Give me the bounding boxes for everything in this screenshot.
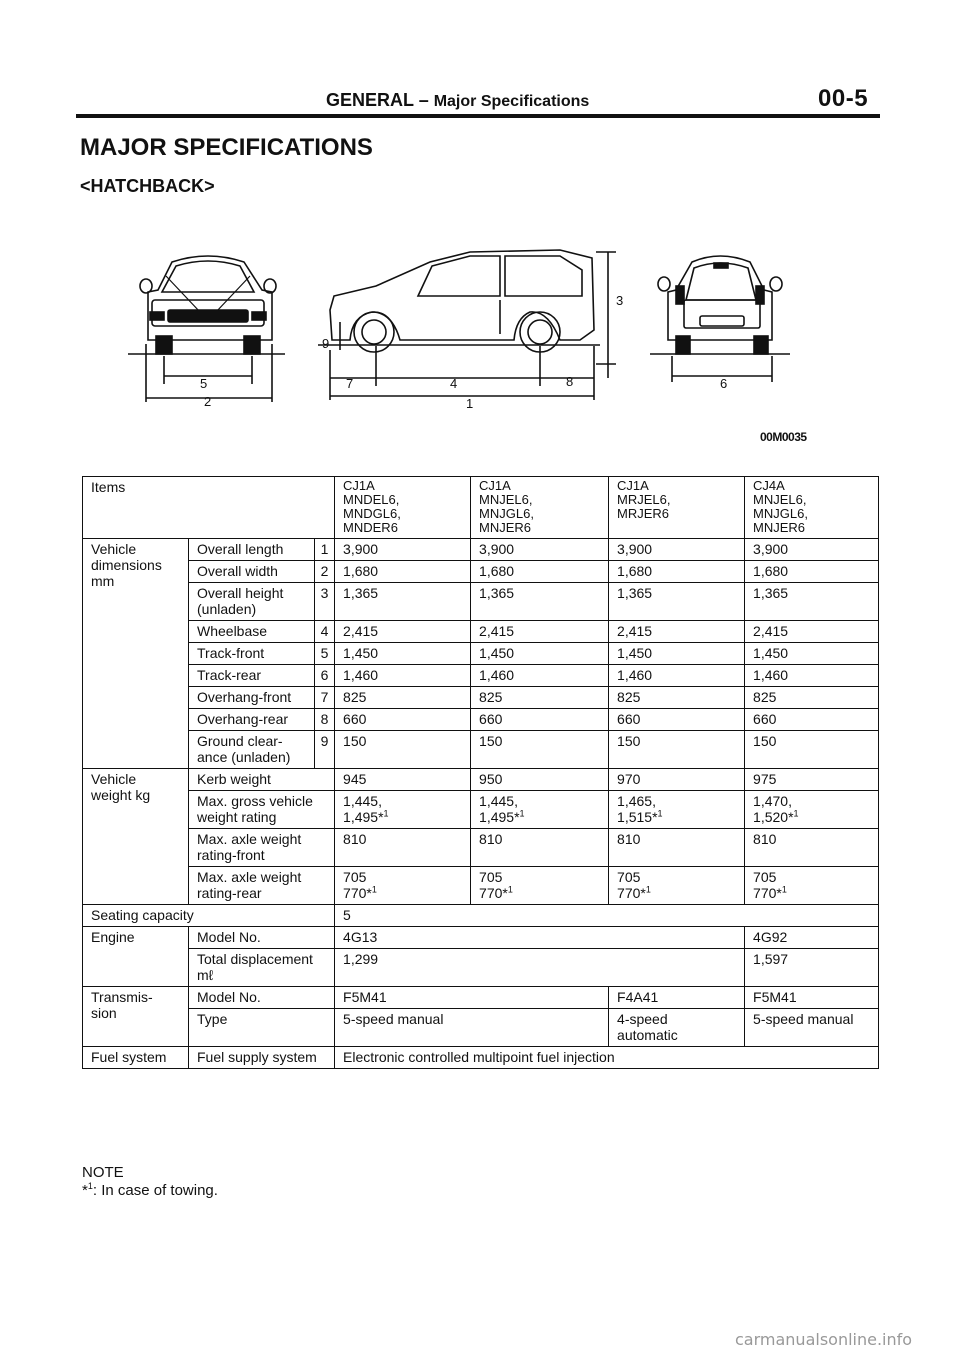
spec-value: 4G13 [335,927,745,949]
weight-row [83,829,879,867]
note-heading: NOTE [82,1164,124,1181]
spec-label: Overhang-rear [189,709,315,731]
spec-value: 1,445, 1,495*$^1$ [335,791,471,829]
spec-value: 975 [745,769,879,791]
note-marker: *$^1$ [82,1181,93,1199]
spec-value: 705 770*$^1$ [609,867,745,905]
callout-number: 1 [315,539,335,561]
spec-value: Electronic controlled multipoint fuel injection [335,1047,879,1069]
spec-value: 660 [335,709,471,731]
subsection-title: Major Specifications [433,93,590,110]
spec-label: Type [189,1009,335,1047]
spec-label: Overall height (unladen) [189,583,315,621]
spec-label: Ground clear- ance (unladen) [189,731,315,769]
callout-number: 8 [315,709,335,731]
section-title: GENERAL [326,90,414,110]
spec-value: 1,460 [335,665,471,687]
fuel-row [83,1047,879,1069]
spec-value: 1,465, 1,515*$^1$ [609,791,745,829]
group-transmission: Transmis- sion [83,987,189,1047]
callout-number: 7 [315,687,335,709]
vehicle-dimension-figure [0,0,960,440]
spec-value: F5M41 [745,987,879,1009]
spec-value: F4A41 [609,987,745,1009]
spec-label: Max. axle weight rating-front [189,829,335,867]
spec-value: 1,460 [745,665,879,687]
model-header: CJ1A MNDEL6, MNDGL6, MNDER6 [335,477,471,539]
spec-value: 1,450 [471,643,609,665]
spec-value: 1,680 [471,561,609,583]
spec-value: 660 [471,709,609,731]
spec-value: 950 [471,769,609,791]
model-header: CJ1A MRJEL6, MRJER6 [609,477,745,539]
spec-value: 1,450 [745,643,879,665]
spec-value: 2,415 [471,621,609,643]
spec-value: 3,900 [609,539,745,561]
spec-value: 4-speed automatic [609,1009,745,1047]
callout-number: 3 [315,583,335,621]
dimension-row [83,643,879,665]
spec-label: Max. gross vehicle weight rating [189,791,335,829]
group-weight: Vehicle weight kg [83,769,189,905]
spec-label: Overall length [189,539,315,561]
spec-value: 1,365 [335,583,471,621]
spec-value: 1,680 [745,561,879,583]
spec-value: 1,365 [609,583,745,621]
spec-value: 1,450 [335,643,471,665]
header-dash: – [413,90,434,110]
group-fuel: Fuel system [83,1047,189,1069]
spec-value: 150 [745,731,879,769]
seating-value: 5 [335,905,879,927]
callout-9: 9 [322,336,330,351]
spec-label: Track-front [189,643,315,665]
engine-row [83,949,879,987]
transmission-row [83,1009,879,1047]
spec-label: Overall width [189,561,315,583]
engine-row [83,927,879,949]
spec-value: 3,900 [745,539,879,561]
weight-row [83,867,879,905]
spec-label: Wheelbase [189,621,315,643]
spec-label: Max. axle weight rating-rear [189,867,335,905]
spec-value: 3,900 [335,539,471,561]
spec-value: 660 [745,709,879,731]
spec-value: 705 770*$^1$ [745,867,879,905]
dimension-row [83,583,879,621]
weight-row [83,791,879,829]
spec-label: Kerb weight [189,769,335,791]
dimension-row [83,731,879,769]
spec-label: Track-rear [189,665,315,687]
callout-4: 4 [450,376,458,391]
note-text [82,1182,218,1199]
spec-value: 970 [609,769,745,791]
spec-value: 2,415 [609,621,745,643]
spec-label: Model No. [189,987,335,1009]
callout-number: 6 [315,665,335,687]
dimension-row [83,539,879,561]
items-header: Items [83,477,335,539]
spec-value: 1,460 [609,665,745,687]
group-dimensions: Vehicle dimensions mm [83,539,189,769]
callout-7: 7 [346,376,354,391]
spec-value: 705 770*$^1$ [471,867,609,905]
note-body: : In case of towing. [92,1182,218,1199]
callout-number: 5 [315,643,335,665]
spec-value: 810 [745,829,879,867]
model-header: CJ4A MNJEL6, MNJGL6, MNJER6 [745,477,879,539]
spec-value: 825 [745,687,879,709]
dimension-row [83,621,879,643]
spec-value: 5-speed manual [335,1009,609,1047]
spec-label: Model No. [189,927,335,949]
spec-value: 2,415 [335,621,471,643]
group-engine: Engine [83,927,189,987]
spec-label: Fuel supply system [189,1047,335,1069]
specifications-table [82,476,879,1069]
page-number: 00-5 [818,85,869,112]
seating-row [83,905,879,927]
spec-value: 150 [609,731,745,769]
callout-5: 5 [200,376,208,391]
spec-value: 810 [471,829,609,867]
spec-value: 150 [335,731,471,769]
dimension-row [83,665,879,687]
spec-value: 1,597 [745,949,879,987]
dimension-row [83,687,879,709]
callout-1: 1 [466,396,474,411]
spec-value: 705 770*$^1$ [335,867,471,905]
spec-value: 1,365 [745,583,879,621]
spec-value: 825 [471,687,609,709]
spec-value: 150 [471,731,609,769]
weight-row [83,769,879,791]
transmission-row [83,987,879,1009]
spec-label: Overhang-front [189,687,315,709]
spec-value: 1,460 [471,665,609,687]
spec-value: 1,450 [609,643,745,665]
callout-6: 6 [720,376,728,391]
callout-number: 2 [315,561,335,583]
callout-number: 9 [315,731,335,769]
spec-value: 810 [335,829,471,867]
spec-value: 1,470, 1,520*$^1$ [745,791,879,829]
callout-number: 4 [315,621,335,643]
spec-value: 1,299 [335,949,745,987]
spec-value: 660 [609,709,745,731]
callout-3: 3 [616,293,624,308]
spec-value: 1,365 [471,583,609,621]
callout-8: 8 [566,374,574,389]
spec-value: 945 [335,769,471,791]
table-header-row [83,477,879,539]
spec-value: 5-speed manual [745,1009,879,1047]
seating-label: Seating capacity [83,905,335,927]
figure-code: 00M0035 [760,430,807,444]
spec-value: 1,445, 1,495*$^1$ [471,791,609,829]
model-header: CJ1A MNJEL6, MNJGL6, MNJER6 [471,477,609,539]
spec-label: Total displacement mℓ [189,949,335,987]
spec-value: 1,680 [609,561,745,583]
spec-value: 825 [335,687,471,709]
watermark: carmanualsonline.info [735,1330,913,1349]
spec-value: 810 [609,829,745,867]
dimension-row [83,561,879,583]
callout-2: 2 [204,394,212,409]
spec-value: 4G92 [745,927,879,949]
spec-value: 825 [609,687,745,709]
spec-value: F5M41 [335,987,609,1009]
rear-view-drawing [650,256,790,382]
spec-value: 2,415 [745,621,879,643]
dimension-row [83,709,879,731]
spec-value: 1,680 [335,561,471,583]
page-subtitle: <HATCHBACK> [80,176,215,196]
spec-value: 3,900 [471,539,609,561]
page-title: MAJOR SPECIFICATIONS [80,134,373,161]
